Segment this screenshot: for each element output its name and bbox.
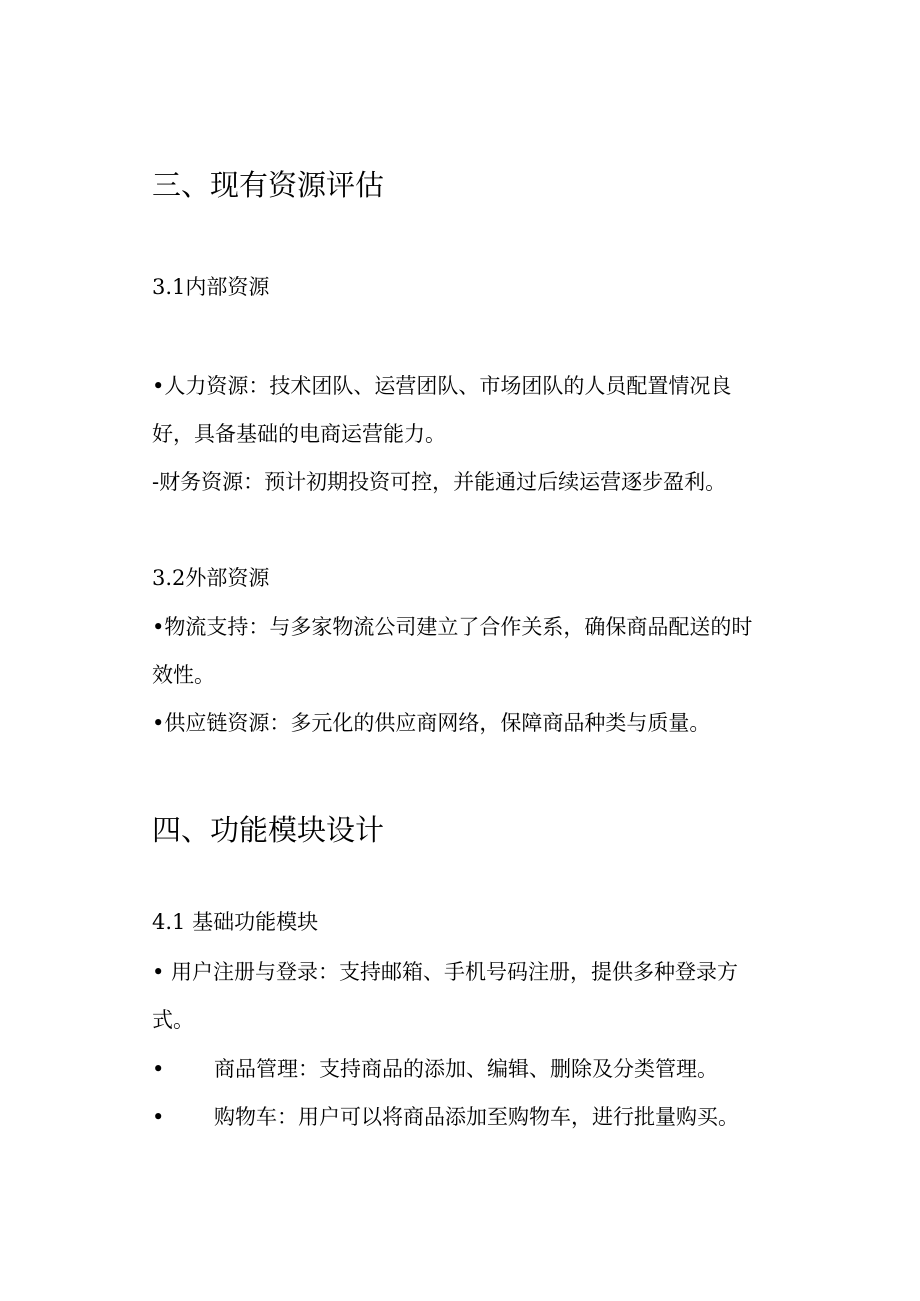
paragraph-line: • 用户注册与登录：支持邮箱、手机号码注册，提供多种登录方 [152, 960, 739, 984]
list-item-product-management [152, 1054, 812, 1084]
paragraph-line: 好，具备基础的电商运营能力。 [152, 422, 446, 446]
paragraph-financial-resources [152, 467, 812, 497]
paragraph-human-resources [152, 371, 812, 449]
bullet: • [152, 1057, 165, 1081]
paragraph-line: 效性。 [152, 663, 215, 687]
paragraph-logistics-support [152, 612, 812, 690]
section-3-title: 三、现有资源评估 [152, 168, 385, 202]
section-3-2-heading: 3.2外部资源 [152, 566, 270, 590]
section-4-1-heading: 4.1 基础功能模块 [152, 910, 319, 934]
bullet: • [152, 1105, 165, 1129]
paragraph-user-registration [152, 957, 812, 1035]
paragraph-line: •人力资源：技术团队、运营团队、市场团队的人员配置情况良 [152, 374, 732, 398]
paragraph-line: •供应链资源：多元化的供应商网络，保障商品种类与质量。 [152, 711, 711, 735]
list-item-text: 购物车：用户可以将商品添加至购物车，进行批量购买。 [214, 1105, 739, 1129]
paragraph-line: •物流支持：与多家物流公司建立了合作关系，确保商品配送的时 [152, 615, 753, 639]
section-3-1-heading: 3.1内部资源 [152, 275, 270, 299]
section-4-title: 四、功能模块设计 [152, 813, 385, 847]
paragraph-line: 式。 [152, 1008, 194, 1032]
list-item-text: 商品管理：支持商品的添加、编辑、删除及分类管理。 [214, 1057, 718, 1081]
list-item-shopping-cart [152, 1102, 812, 1132]
paragraph-line: -财务资源：预计初期投资可控，并能通过后续运营逐步盈利。 [152, 470, 727, 494]
paragraph-supply-chain [152, 708, 812, 738]
